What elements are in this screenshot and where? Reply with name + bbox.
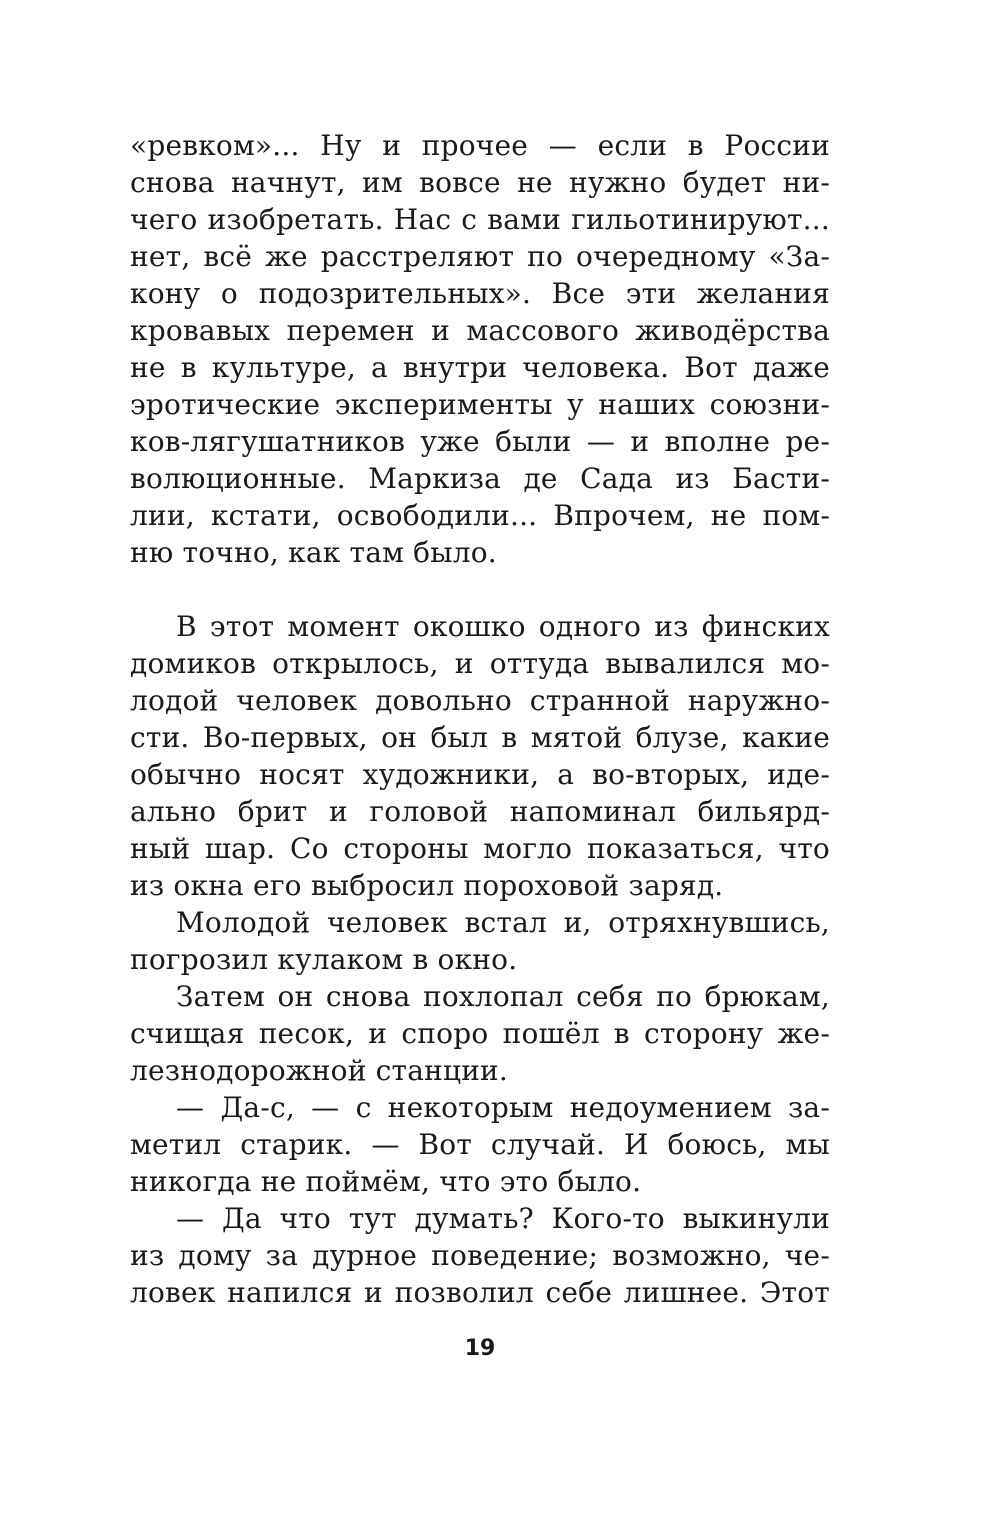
paragraph — [130, 1200, 830, 1311]
text-line: кровавых перемен и массового живодёрства — [130, 314, 830, 347]
paragraph — [130, 904, 830, 978]
text-line: никогда не поймём, что это было. — [130, 1165, 642, 1198]
text-line: ный шар. Со стороны могло показаться, что — [130, 832, 830, 865]
paragraph — [130, 127, 830, 571]
text-line: из окна его выбросил пороховой заряд. — [130, 869, 724, 902]
text-line: домиков открылось, и оттуда вывалился мо- — [130, 647, 830, 680]
text-line: кону о подозрительных». Все эти желания — [130, 277, 830, 310]
text-line: эротические эксперименты у наших союзни- — [130, 388, 830, 421]
text-line: лезнодорожной станции. — [130, 1054, 509, 1087]
text-line: — Да-с, — с некоторым недоумением за- — [176, 1091, 830, 1124]
text-line: лодой человек довольно странной наружно- — [130, 684, 830, 717]
text-line: сти. Во-первых, он был в мятой блузе, какие — [130, 721, 830, 754]
text-line: «ревком»... Ну и прочее — если в России — [130, 129, 830, 162]
text-line: снова начнут, им вовсе не нужно будет ни- — [130, 166, 830, 199]
text-line: Молодой человек встал и, отряхнувшись, — [176, 906, 830, 939]
text-line: В этот момент окошко одного из финских — [176, 610, 830, 643]
text-line: из дому за дурное поведение; возможно, че- — [130, 1239, 830, 1272]
paragraph — [130, 608, 830, 904]
page-body — [130, 127, 830, 1311]
page-number: 19 — [464, 1336, 496, 1361]
text-line: нет, всё же расстреляют по очередному «За- — [130, 240, 830, 273]
text-line: счищая песок, и споро пошёл в сторону же- — [130, 1017, 830, 1050]
text-line: ню точно, как там было. — [130, 536, 497, 569]
text-line: метил старик. — Вот случай. И боюсь, мы — [130, 1128, 830, 1161]
paragraph-gap — [130, 571, 830, 608]
text-line: Затем он снова похлопал себя по брюкам, — [176, 980, 830, 1013]
text-line: погрозил кулаком в окно. — [130, 943, 518, 976]
text-line: — Да что тут думать? Кого-то выкинули — [176, 1202, 830, 1235]
text-line: ловек напился и позволил себе лишнее. Этот — [130, 1276, 830, 1309]
text-line: не в культуре, а внутри человека. Вот даже — [130, 351, 830, 384]
text-line: ков-лягушатников уже были — и вполне ре- — [130, 425, 830, 458]
paragraph — [130, 978, 830, 1089]
text-line: волюционные. Маркиза де Сада из Басти- — [130, 462, 830, 495]
text-line: ально брит и головой напоминал бильярд- — [130, 795, 830, 828]
text-line: обычно носят художники, а во-вторых, иде- — [130, 758, 830, 791]
text-line: чего изобретать. Нас с вами гильотинируют... — [130, 203, 830, 236]
text-line: лии, кстати, освободили... Впрочем, не пом- — [130, 499, 830, 532]
paragraph — [130, 1089, 830, 1200]
